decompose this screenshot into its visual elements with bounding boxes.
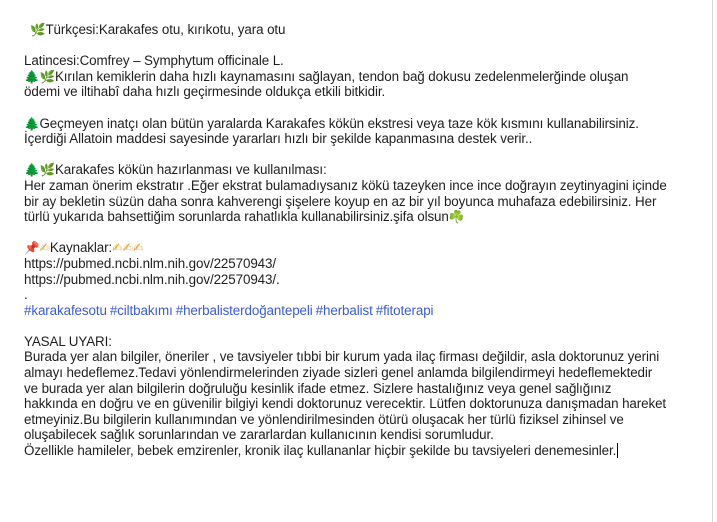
legal-warning-title: YASAL UYARI:: [24, 333, 112, 349]
hashtag-line: [24, 303, 704, 319]
evergreen-tree-icon: 🌲: [24, 115, 40, 131]
herb-leaf-icon: 🌿: [39, 68, 55, 84]
legal-warning-line: ve burada yer alan bilgilerin doğruluğu kesinlik ifade etmez. Sizlere hastalığınız veya genel sağlığınız: [24, 380, 612, 396]
hashtag-link[interactable]: #karakafesotu: [24, 302, 107, 318]
legal-warning-line: hakkında en doğru ve en güvenilir bilgiyi kendi doktorunuz verecektir. Lütfen doktorunuza danışmadan hareket: [24, 396, 667, 412]
source-link-1[interactable]: https://pubmed.ncbi.nlm.nih.gov/22570943/: [24, 255, 276, 271]
sources-heading: 📌✍Kaynaklar:✍✍✍: [24, 240, 144, 256]
paragraph-2-line-2: İçerdiği Allatoin maddesi sayesinde yararları hızlı bir şekilde kapanmasına destek verir..: [24, 131, 533, 147]
hashtag-link[interactable]: #herbalisterdoğantepeli: [175, 302, 313, 318]
herb-leaf-icon: 🌿: [30, 22, 46, 37]
paragraph-3-heading: 🌲🌿Karakafes kökün hazırlanması ve kullanılması:: [24, 162, 327, 178]
final-warning-line: Özellikle hamileler, bebek emzirenler, kronik ilaç kullananlar hiçbir şekilde bu tavsiyeleri denemesinler.: [24, 443, 617, 459]
herb-leaf-icon: 🌿: [39, 162, 55, 178]
evergreen-tree-icon: 🌲: [24, 68, 40, 84]
evergreen-tree-icon: 🌲: [24, 162, 40, 178]
shamrock-icon: ☘️: [448, 209, 465, 225]
writing-hand-icon: ✍: [39, 240, 50, 256]
dot-line: .: [24, 287, 28, 303]
hashtag-link[interactable]: #herbalist: [315, 302, 373, 318]
legal-warning-line: Burada yer alan bilgiler, öneriler , ve tavsiyeler tıbbi bir kurum yada ilaç firması değildir, asla doktorunuz yerini: [24, 349, 660, 365]
pushpin-icon: 📌: [24, 240, 40, 256]
paragraph-2-line-1: 🌲Geçmeyen inatçı olan bütün yaralarda Karakafes kökün ekstresi veya taze kök kısmını kullanabilirsiniz.: [24, 115, 639, 131]
legal-warning-line: oluşabilecek sağlık sorunlarından ve zararlardan kullanıcının kendisi sorumludur.: [24, 427, 494, 443]
source-link-2[interactable]: https://pubmed.ncbi.nlm.nih.gov/22570943/.: [24, 271, 280, 287]
latin-name-line: Latincesi:Comfrey – Symphytum officinale L.: [24, 53, 284, 69]
hashtag-link[interactable]: #ciltbakımı: [109, 302, 173, 318]
paragraph-1-line-1: 🌲🌿Kırılan kemiklerin daha hızlı kaynamasını sağlayan, tendon bağ dokusu zedelenmelerğinde oluşan: [24, 68, 629, 84]
text-cursor: [617, 443, 618, 458]
writing-hands-icon: ✍✍✍: [112, 240, 144, 256]
paragraph-3-line-2: bir ay bekletin süzün daha sonra kahverengi şişelere koyup en az bir yıl boyunca muhafaza edebilirsiniz. Her: [24, 193, 657, 209]
legal-warning-line: etmeyiniz.Bu bilgilerin kullanımından ve yönlendirilmesinden ötürü oluşacak her türlü fiziksel zihinsel ve: [24, 411, 624, 427]
title-line: [24, 22, 704, 38]
hashtag-link[interactable]: #fitoterapi: [375, 302, 434, 318]
legal-warning-line: almayı hedeflemez.Tedavi yönlendirmelerinden ziyade sizleri genel anlamda bilgilendirmeyi hedeflemektedir: [24, 365, 653, 381]
paragraph-1-line-2: ödemi ve iltihabî daha hızlı geçirmesinde oldukça etkili bitkidir.: [24, 84, 386, 100]
post-text-editor[interactable]: [24, 22, 704, 459]
paragraph-3-line-3: türlü yukarıda bahsettiğim sorunlarda rahatlıkla kullanabilirsiniz.şifa olsun☘️: [24, 209, 465, 225]
title-text: Türkçesi:Karakafes otu, kırıkotu, yara otu: [45, 22, 286, 37]
paragraph-3-line-1: Her zaman önerim ekstratır .Eğer ekstrat bulamadıysanız kökü tazeyken ince ince doğrayın zeytinyagini içinde: [24, 177, 667, 193]
